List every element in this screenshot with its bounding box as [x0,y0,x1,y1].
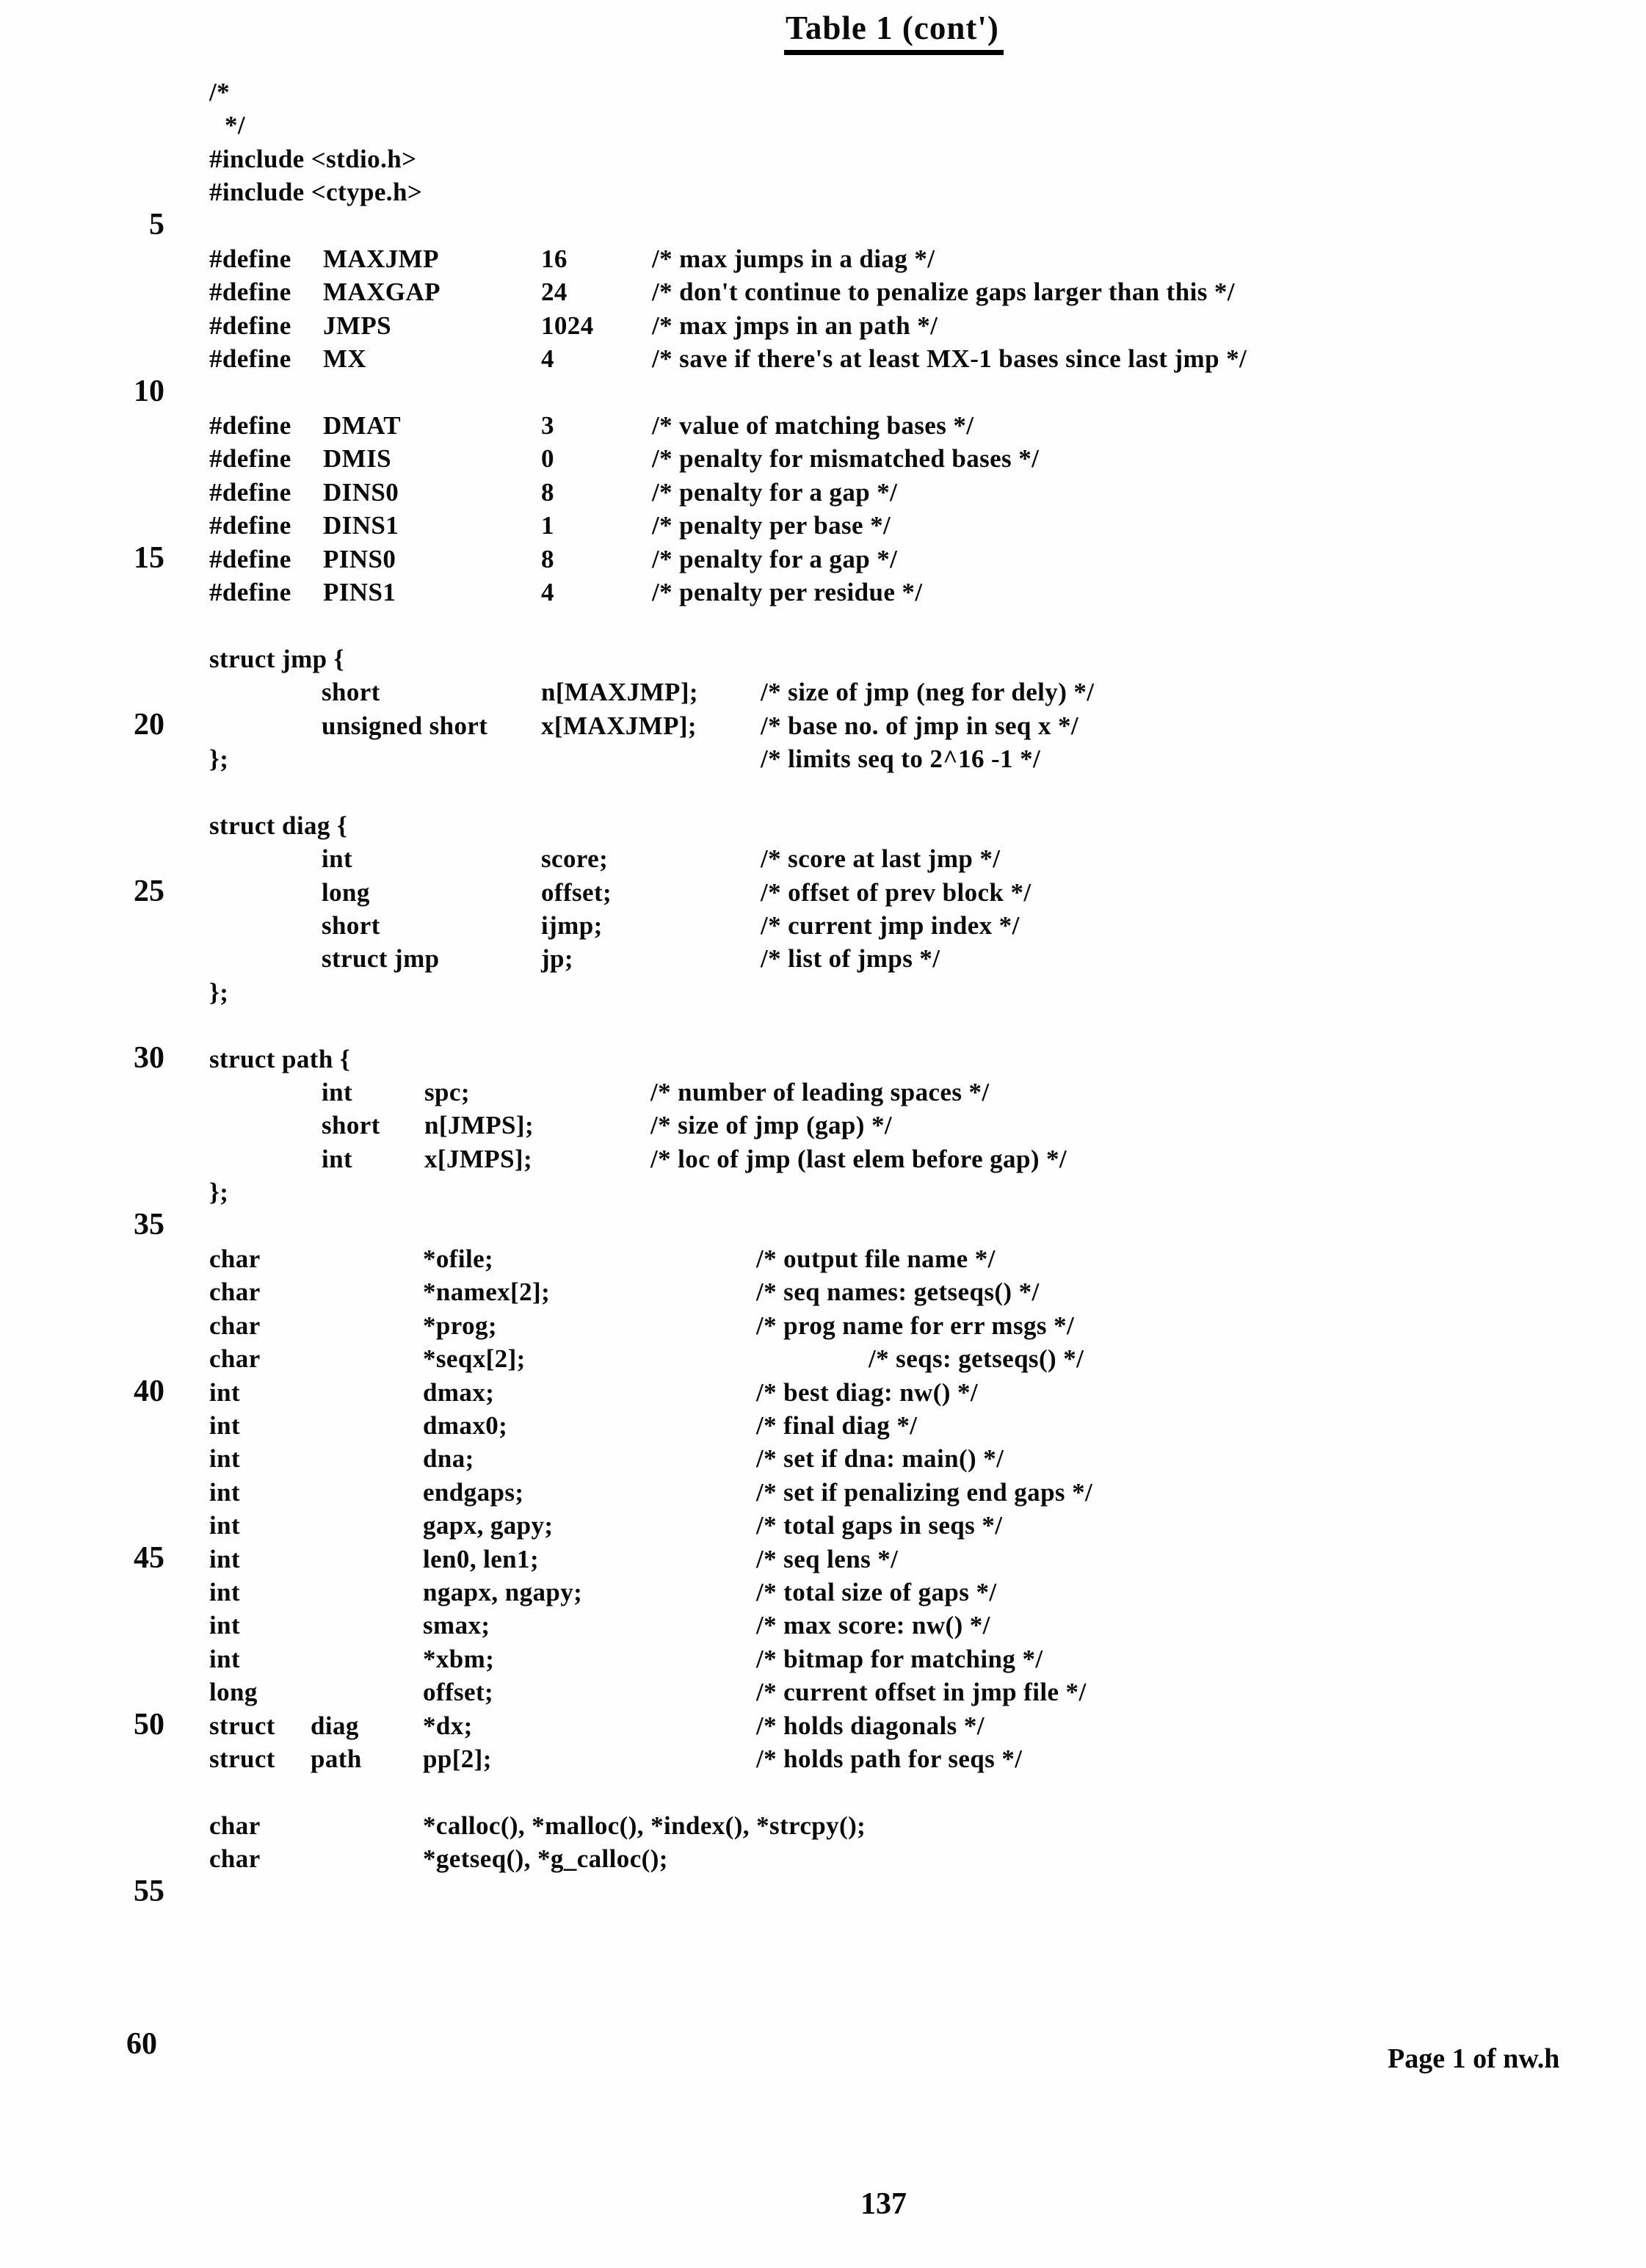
code-segment: char [209,1344,261,1373]
code-segment: int [209,1511,241,1540]
code-line [0,1476,1646,1510]
code-segment: struct diag { [209,811,348,840]
code-segment: endgaps; [423,1478,524,1507]
code-line [0,1609,1646,1642]
code-segment: /* offset of prev block */ [761,878,1032,907]
code-segment: score; [541,844,609,873]
code-segment: 4 [541,578,554,606]
code-segment: }; [209,978,229,1007]
code-segment: char [209,1311,261,1340]
code-line [0,1242,1646,1276]
code-segment: int [209,1378,241,1407]
code-segment: /* don't continue to penalize gaps larger than this */ [652,278,1235,306]
code-line [0,1543,1646,1576]
code-line [0,309,1646,343]
code-line [0,809,1646,843]
code-segment: 8 [541,478,554,507]
code-segment: jp; [541,944,573,973]
code-segment: /* [209,78,231,106]
code-line [0,1043,1646,1076]
code-line [0,1809,1646,1843]
code-line [0,142,1646,176]
code-line [0,175,1646,209]
code-segment: #define [209,278,291,306]
code-segment: #define [209,444,291,473]
code-segment: struct [209,1711,275,1740]
code-segment: *prog; [423,1311,497,1340]
code-segment: x[MAXJMP]; [541,711,697,740]
code-segment: /* seqs: getseqs() */ [869,1344,1084,1373]
code-segment: /* total size of gaps */ [756,1578,997,1606]
code-line [0,1675,1646,1709]
line-number: 50 [134,1708,164,1742]
code-segment: MAXGAP [323,278,440,306]
code-line [0,742,1646,776]
line-number: 5 [149,208,164,242]
code-segment: #define [209,411,291,440]
code-segment: int [322,1145,353,1173]
code-line [0,1842,1646,1876]
line-number: 35 [134,1208,164,1242]
code-segment: n[MAXJMP]; [541,678,698,706]
code-segment: #define [209,478,291,507]
code-segment: 0 [541,444,554,473]
code-segment: short [322,1111,380,1140]
code-line [0,342,1646,376]
code-line [0,1142,1646,1176]
code-line [0,1175,1646,1209]
code-segment: /* base no. of jmp in seq x */ [761,711,1079,740]
line-number: 45 [134,1541,164,1575]
code-segment: 1 [541,511,554,540]
code-segment: *dx; [423,1711,473,1740]
code-segment: /* prog name for err msgs */ [756,1311,1075,1340]
code-segment: *calloc(), *malloc(), *index(), *strcpy(); [423,1811,866,1840]
code-line [0,976,1646,1010]
code-segment: *ofile; [423,1244,494,1273]
page-footer-label: Page 1 of nw.h [1388,2043,1560,2074]
code-segment: *xbm; [423,1645,495,1673]
code-line [0,1309,1646,1343]
code-segment: char [209,1278,261,1306]
code-segment: x[JMPS]; [424,1145,533,1173]
code-segment: /* limits seq to 2^16 -1 */ [761,744,1041,773]
line-number: 40 [134,1374,164,1408]
code-segment: #define [209,244,291,273]
code-segment: #define [209,344,291,373]
code-segment: }; [209,1178,229,1206]
code-line [0,1076,1646,1109]
code-segment: /* holds path for seqs */ [756,1745,1023,1773]
code-line [0,709,1646,743]
code-segment: ijmp; [541,911,603,940]
code-segment: /* save if there's at least MX-1 bases since last jmp */ [652,344,1247,373]
page-number: 137 [860,2187,907,2221]
code-line [0,1775,1646,1809]
code-line [0,576,1646,609]
code-segment: ngapx, ngapy; [423,1578,583,1606]
code-segment: /* penalty for mismatched bases */ [652,444,1040,473]
code-line [0,775,1646,809]
code-line [0,1442,1646,1476]
code-segment: MAXJMP [323,244,439,273]
code-line [0,1275,1646,1309]
code-segment: DMIS [323,444,391,473]
code-segment: */ [225,111,246,140]
code-line [0,442,1646,476]
code-line [0,1409,1646,1443]
code-segment: /* total gaps in seqs */ [756,1511,1003,1540]
code-segment: int [209,1611,241,1640]
code-line [0,1642,1646,1676]
code-segment: #define [209,545,291,573]
code-segment: /* list of jmps */ [761,944,940,973]
code-line [0,1376,1646,1410]
code-line [0,1576,1646,1609]
code-segment: *seqx[2]; [423,1344,526,1373]
code-line [0,476,1646,510]
code-segment: /* best diag: nw() */ [756,1378,979,1407]
code-segment: /* seq names: getseqs() */ [756,1278,1040,1306]
code-line [0,1109,1646,1142]
code-segment: }; [209,744,229,773]
code-segment: gapx, gapy; [423,1511,554,1540]
code-segment: n[JMPS]; [424,1111,534,1140]
code-segment: JMPS [323,311,391,340]
code-segment: /* penalty for a gap */ [652,545,898,573]
code-line [0,509,1646,543]
code-segment: long [322,878,370,907]
code-segment: /* output file name */ [756,1244,996,1273]
code-segment: offset; [541,878,612,907]
code-segment: #include <ctype.h> [209,178,423,206]
table-title: Table 1 (cont') [784,9,1004,55]
code-segment: spc; [424,1078,470,1106]
code-segment: int [322,1078,353,1106]
line-number: 25 [134,874,164,908]
code-line [0,376,1646,410]
code-segment: long [209,1678,258,1706]
code-segment: *getseq(), *g_calloc(); [423,1844,668,1873]
code-segment: 1024 [541,311,594,340]
code-line [0,1742,1646,1776]
code-segment: /* size of jmp (gap) */ [650,1111,893,1140]
code-segment: char [209,1844,261,1873]
code-segment: struct path { [209,1045,351,1073]
code-line [0,543,1646,576]
code-segment: int [209,1578,241,1606]
line-number: 30 [134,1041,164,1075]
code-segment: /* max score: nw() */ [756,1611,990,1640]
code-segment: int [322,844,353,873]
code-segment: /* set if dna: main() */ [756,1444,1004,1473]
code-segment: short [322,678,380,706]
code-line [0,1342,1646,1376]
code-segment: /* current jmp index */ [761,911,1020,940]
code-segment: /* bitmap for matching */ [756,1645,1043,1673]
code-line [0,242,1646,276]
code-segment: /* current offset in jmp file */ [756,1678,1087,1706]
code-segment: struct jmp [322,944,440,973]
code-segment: DINS0 [323,478,399,507]
code-segment: /* max jumps in a diag */ [652,244,935,273]
code-line [0,609,1646,642]
code-segment: /* value of matching bases */ [652,411,974,440]
code-segment: #define [209,511,291,540]
code-line [0,1709,1646,1743]
code-segment: /* penalty for a gap */ [652,478,898,507]
code-segment: #include <stdio.h> [209,145,417,173]
code-segment: DMAT [323,411,401,440]
code-line [0,876,1646,910]
code-segment: /* seq lens */ [756,1545,899,1573]
code-segment: /* penalty per base */ [652,511,891,540]
code-line [0,909,1646,943]
code-line [0,1009,1646,1043]
code-line [0,1209,1646,1243]
code-segment: pp[2]; [423,1745,492,1773]
code-segment: int [209,1478,241,1507]
code-line [0,109,1646,142]
code-segment: 8 [541,545,554,573]
code-segment: path [311,1745,362,1773]
code-segment: int [209,1645,241,1673]
line-number: 20 [134,708,164,742]
code-segment: /* final diag */ [756,1411,918,1440]
code-segment: struct [209,1745,275,1773]
code-segment: smax; [423,1611,490,1640]
code-segment: 4 [541,344,554,373]
code-segment: *namex[2]; [423,1278,551,1306]
code-segment: /* penalty per residue */ [652,578,923,606]
code-segment: PINS0 [323,545,396,573]
code-segment: dna; [423,1444,474,1473]
code-segment: #define [209,578,291,606]
line-number: 55 [134,1874,164,1908]
code-segment: int [209,1444,241,1473]
code-segment: MX [323,344,367,373]
code-line [0,1876,1646,1910]
code-segment: 3 [541,411,554,440]
code-line [0,642,1646,676]
line-number: 10 [134,374,164,408]
code-segment: dmax0; [423,1411,508,1440]
code-line [0,76,1646,109]
code-segment: /* set if penalizing end gaps */ [756,1478,1093,1507]
code-line [0,409,1646,443]
code-line [0,942,1646,976]
code-segment: /* number of leading spaces */ [650,1078,990,1106]
code-segment: DINS1 [323,511,399,540]
code-segment: 24 [541,278,568,306]
code-segment: short [322,911,380,940]
code-line [0,675,1646,709]
code-segment: int [209,1411,241,1440]
line-number: 15 [134,541,164,575]
line-number: 60 [126,2027,157,2061]
code-line [0,275,1646,309]
code-segment: /* max jmps in an path */ [652,311,938,340]
code-segment: char [209,1244,261,1273]
code-line [0,1509,1646,1543]
code-segment: char [209,1811,261,1840]
code-segment: 16 [541,244,568,273]
code-segment: /* holds diagonals */ [756,1711,985,1740]
code-segment: struct jmp { [209,645,344,673]
code-segment: int [209,1545,241,1573]
code-segment: /* loc of jmp (last elem before gap) */ [650,1145,1067,1173]
code-segment: /* size of jmp (neg for dely) */ [761,678,1095,706]
code-segment: unsigned short [322,711,488,740]
code-segment: len0, len1; [423,1545,540,1573]
code-line [0,842,1646,876]
code-segment: PINS1 [323,578,396,606]
code-segment: dmax; [423,1378,495,1407]
code-segment: /* score at last jmp */ [761,844,1001,873]
code-segment: #define [209,311,291,340]
code-segment: offset; [423,1678,494,1706]
code-line [0,209,1646,243]
code-segment: diag [311,1711,359,1740]
